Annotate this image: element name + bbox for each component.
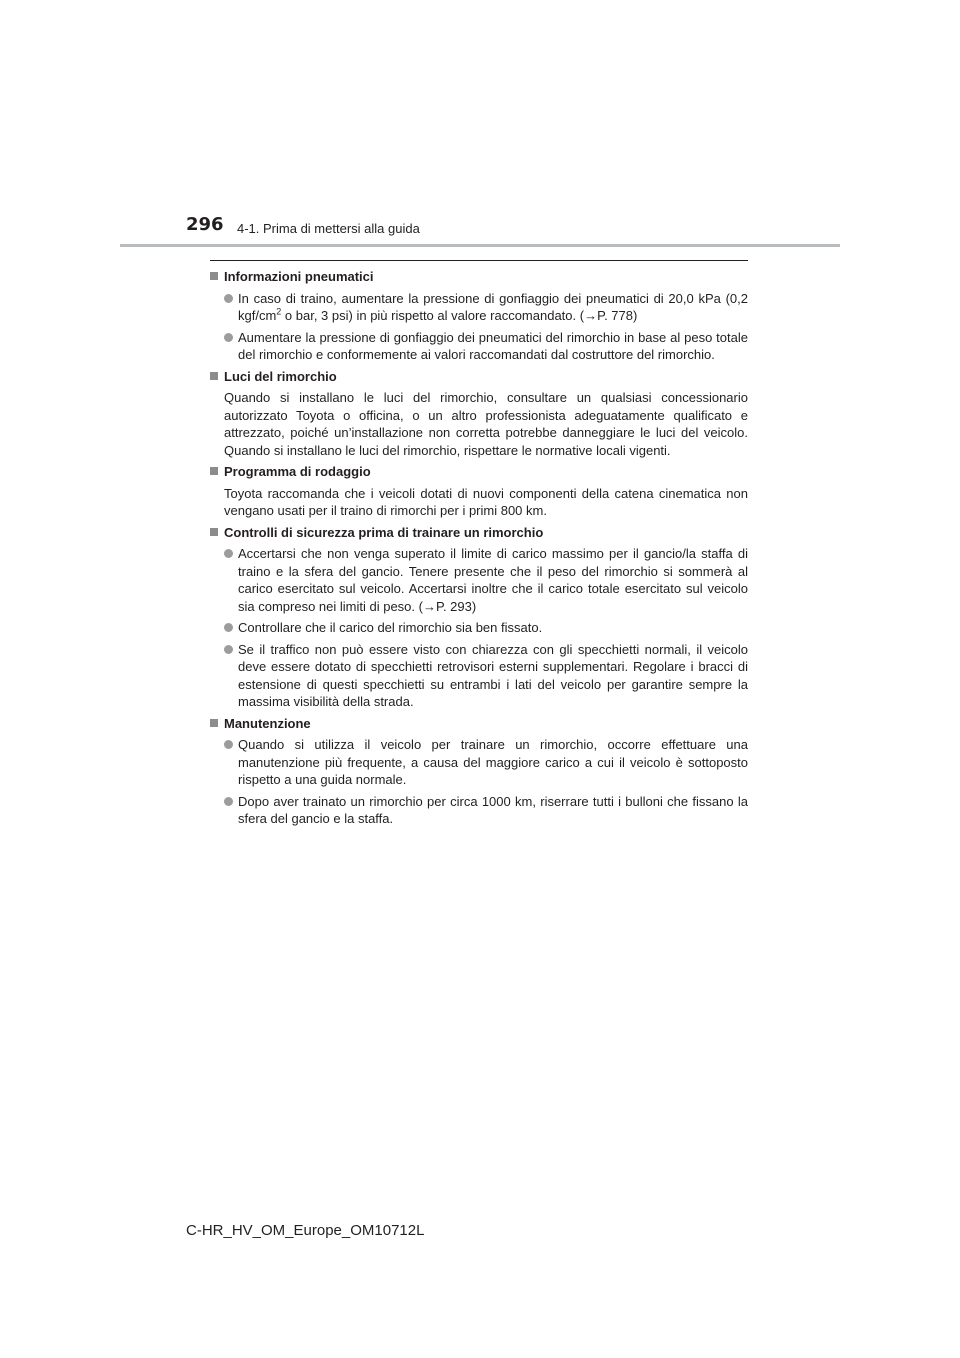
section-title: Controlli di sicurezza prima di trainare un rimorchio — [210, 524, 748, 542]
circle-bullet-icon — [224, 294, 233, 303]
list-item: In caso di traino, aumentare la pressione di gonfiaggio dei pneumatici di 20,0 kPa (0,2 kgf/$cm^2$ o bar, 3 psi) in più rispetto al valore raccomandato. (→P. 778) — [210, 290, 748, 325]
section-title: Luci del rimorchio — [210, 368, 748, 386]
square-bullet-icon — [210, 272, 218, 280]
section-tire-info — [210, 268, 748, 364]
page-header — [0, 0, 960, 250]
list-item: Se il traffico non può essere visto con chiarezza con gli specchietti normali, il veicolo deve essere dotato di specchietti retrovisori esterni supplementari. Regolare i bracci di estensione di questi specchietti su entrambi i lati del veicolo per garantire sempre la massima visibilità della strada. — [210, 641, 748, 711]
paragraph: Toyota raccomanda che i veicoli dotati di nuovi componenti della catena cinematica non vengano usati per il traino di rimorchi per i primi 800 km. — [224, 485, 748, 518]
square-bullet-icon — [210, 719, 218, 727]
section-title: Informazioni pneumatici — [210, 268, 748, 286]
section-safety-checks — [210, 524, 748, 711]
section-trailer-lights — [210, 368, 748, 460]
paragraph: Quando si installano le luci del rimorchio, consultare un qualsiasi concessionario autorizzato Toyota o officina, o un altro professionista adeguatamente qualificato e attrezzato, poiché un’installazione non corretta potrebbe danneggiare le luci del veicolo. Quando si installano le luci del rimorchio, rispettare le normative locali vigenti. — [224, 390, 748, 458]
circle-bullet-icon — [224, 645, 233, 654]
section-divider — [210, 260, 748, 261]
circle-bullet-icon — [224, 549, 233, 558]
document-code: C-HR_HV_OM_Europe_OM10712L — [186, 1222, 425, 1239]
page-content — [210, 268, 748, 832]
circle-bullet-icon — [224, 797, 233, 806]
list-item: Aumentare la pressione di gonfiaggio dei pneumatici del rimorchio in base al peso totale del rimorchio e conformemente ai valori raccomandati dal costruttore del rimorchio. — [210, 329, 748, 364]
circle-bullet-icon — [224, 623, 233, 632]
list-item: Dopo aver trainato un rimorchio per circa 1000 km, riserrare tutti i bulloni che fissano la sfera del gancio e la staffa. — [210, 793, 748, 828]
square-bullet-icon — [210, 372, 218, 380]
header-divider — [120, 244, 840, 247]
list-item: Controllare che il carico del rimorchio sia ben fissato. — [210, 619, 748, 637]
section-break-in — [210, 463, 748, 520]
circle-bullet-icon — [224, 333, 233, 342]
section-title: Manutenzione — [210, 715, 748, 733]
circle-bullet-icon — [224, 740, 233, 749]
chapter-title: 4-1. Prima di mettersi alla guida — [237, 221, 420, 236]
section-title: Programma di rodaggio — [210, 463, 748, 481]
square-bullet-icon — [210, 467, 218, 475]
section-maintenance — [210, 715, 748, 828]
square-bullet-icon — [210, 528, 218, 536]
list-item: Accertarsi che non venga superato il limite di carico massimo per il gancio/la staffa di traino e la sfera del gancio. Tenere presente che il peso del rimorchio si sommerà al carico esercitato sul veicolo. Accertarsi inoltre che il carico totale esercitato sul veicolo sia compreso nei limiti di peso. (→P. 293) — [210, 545, 748, 615]
page-number: 296 — [186, 214, 224, 235]
list-item: Quando si utilizza il veicolo per trainare un rimorchio, occorre effettuare una manutenzione più frequente, a causa del maggiore carico a cui il veicolo è sottoposto rispetto a una guida normale. — [210, 736, 748, 789]
